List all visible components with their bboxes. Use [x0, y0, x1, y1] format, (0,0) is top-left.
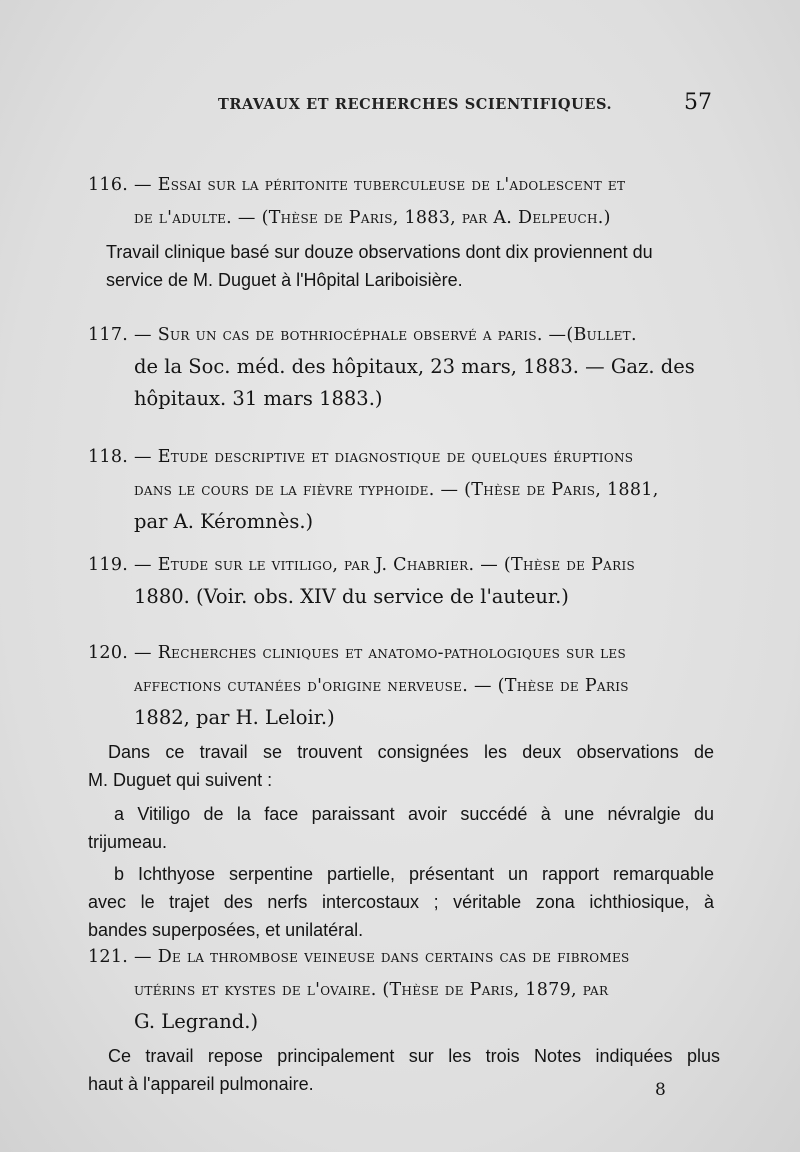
entry-heading-line: de l'adulte. — (Thèse de Paris, 1883, par A. Delpeuch.): [134, 208, 611, 228]
page-number: 57: [684, 90, 712, 115]
entry-heading-line: hôpitaux. 31 mars 1883.): [134, 387, 383, 410]
entry-117: [88, 318, 728, 415]
body-line: avec le trajet des nerfs intercostaux ; véritable zona ichthiosique, à: [88, 892, 714, 912]
entry-heading-line: de la Soc. méd. des hôpitaux, 23 mars, 1883. — Gaz. des: [134, 355, 695, 378]
entry-heading-line: utérins et kystes de l'ovaire. (Thèse de Paris, 1879, par: [134, 980, 609, 1000]
entry-body: [106, 238, 728, 294]
entry-heading-line: dans le cours de la fièvre typhoide. — (Thèse de Paris, 1881,: [134, 480, 659, 500]
body-line: haut à l'appareil pulmonaire.: [88, 1074, 314, 1094]
body-line: bandes superposées, et unilatéral.: [88, 920, 364, 940]
signature-mark: 8: [655, 1080, 666, 1100]
running-title: TRAVAUX ET RECHERCHES SCIENTIFIQUES.: [218, 96, 613, 113]
entry-heading-line: G. Legrand.): [134, 1010, 259, 1033]
body-line: trijumeau.: [88, 832, 168, 852]
body-line: service de M. Duguet à l'Hôpital Lariboisière.: [106, 270, 463, 290]
entry-119: [88, 548, 728, 613]
entry-heading-line: 1880. (Voir. obs. XIV du service de l'auteur.): [134, 585, 569, 608]
body-line: Travail clinique basé sur douze observations dont dix proviennent du: [106, 242, 653, 262]
page-header: [0, 90, 800, 118]
entry-heading-line: 117. — Sur un cas de bothriocéphale observé a paris. —(Bullet.: [88, 325, 637, 345]
entry-body: [88, 738, 714, 944]
entry-120: [88, 636, 728, 944]
entry-116: [88, 168, 728, 294]
entry-heading-line: 118. — Etude descriptive et diagnostique de quelques éruptions: [88, 447, 634, 467]
entry-heading-line: par A. Kéromnès.): [134, 510, 314, 533]
body-line: a Vitiligo de la face paraissant avoir succédé à une névralgie du: [114, 804, 714, 824]
body-line: Dans ce travail se trouvent consignées les deux observations de: [108, 742, 714, 762]
entry-heading-line: 116. — Essai sur la péritonite tuberculeuse de l'adolescent et: [88, 175, 626, 195]
entry-121: [88, 940, 728, 1098]
entry-118: [88, 440, 728, 538]
body-line: M. Duguet qui suivent :: [88, 770, 273, 790]
body-line: b Ichthyose serpentine partielle, présentant un rapport remarquable: [114, 864, 714, 884]
entry-heading-line: 121. — De la thrombose veineuse dans certains cas de fibromes: [88, 947, 630, 967]
entry-heading-line: 120. — Recherches cliniques et anatomo-pathologiques sur les: [88, 643, 626, 663]
entry-heading-line: affections cutanées d'origine nerveuse. — (Thèse de Paris: [134, 676, 629, 696]
entry-body: [88, 1042, 720, 1098]
entry-heading-line: 1882, par H. Leloir.): [134, 706, 335, 729]
entry-heading-line: 119. — Etude sur le vitiligo, par J. Chabrier. — (Thèse de Paris: [88, 555, 636, 575]
body-line: Ce travail repose principalement sur les trois Notes indiquées plus: [108, 1046, 720, 1066]
